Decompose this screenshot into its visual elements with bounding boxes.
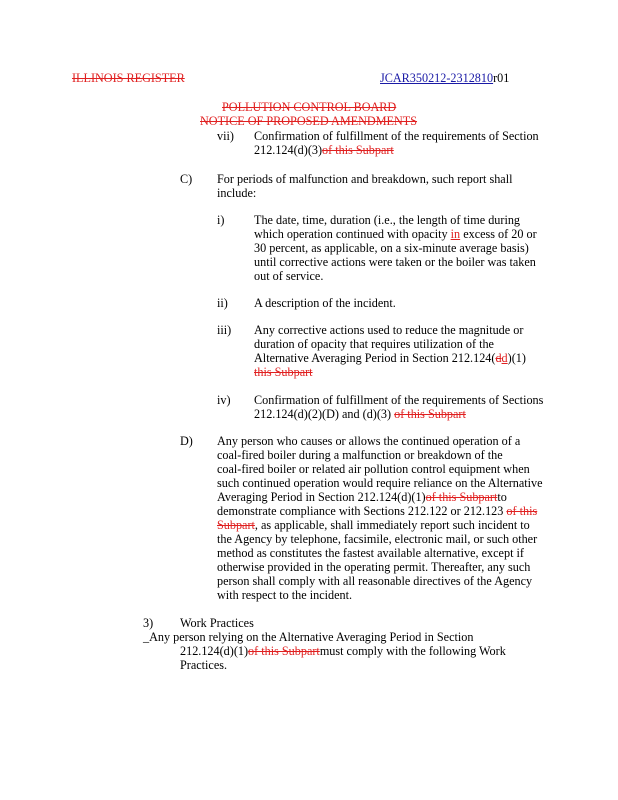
iii-line3-deleted: d [495, 351, 502, 365]
iv-line2 [254, 407, 466, 421]
jcar-number[interactable] [380, 71, 509, 85]
vii-line1: Confirmation of fulfillment of the requirements of Section [254, 129, 539, 143]
d-l6-a: demonstrate compliance with Sections 212.122 or 212.123 [217, 504, 504, 518]
iv-line2-a: 212.124(d)(2)(D) and (d)(3) [254, 407, 392, 421]
iii-line4-deleted: this Subpart [254, 365, 313, 379]
i-line2 [254, 227, 537, 241]
d-l7-b: , as applicable, shall immediately report such incident to [254, 518, 530, 532]
vii-deleted: of this Subpart [322, 143, 394, 157]
iv-line1: Confirmation of fulfillment of the requirements of Sections [254, 393, 544, 407]
iii-line1: Any corrective actions used to reduce the magnitude or [254, 323, 524, 337]
d-l4: such continued operation would require reliance on the Alternative [217, 476, 543, 490]
ii-line1: A description of the incident. [254, 296, 396, 310]
work-l2-a: 212.124(d)(1) [180, 644, 249, 658]
i-line2-inserted: in [450, 227, 461, 241]
iii-line2-b: that requires utilization of the [349, 337, 494, 351]
d-l10: otherwise provided in the operating permit. Thereafter, any such [217, 560, 531, 574]
work-label: 3) [143, 616, 154, 630]
work-l1 [143, 630, 473, 644]
d-l12: with respect to the incident. [217, 588, 353, 602]
i-line2-c: excess of 20 or [463, 227, 537, 241]
i-line2-a: which operation continued with opacity [254, 227, 448, 241]
c-label: C) [180, 172, 193, 186]
d-l6-deleted: of this [506, 504, 538, 518]
notice-title: NOTICE OF PROPOSED AMENDMENTS [200, 114, 418, 128]
work-l3: Practices. [180, 658, 228, 672]
iii-line3-inserted: d [501, 351, 508, 365]
d-l5 [217, 490, 507, 504]
d-l1: Any person who causes or allows the continued operation of a [217, 434, 521, 448]
i-line3: 30 percent, as applicable, on a six-minute average basis) [254, 241, 529, 255]
i-line5: out of service. [254, 269, 324, 283]
jcar-suffix: r01 [493, 71, 510, 85]
iii-line3-a: Alternative Averaging Period in Section 212.124( [254, 351, 496, 365]
d-l3: coal-fired boiler or related air pollution control equipment when [217, 462, 530, 476]
vii-line2 [254, 143, 394, 157]
i-label: i) [217, 213, 225, 227]
vii-label: vii) [217, 129, 234, 143]
i-line1: The date, time, duration (i.e., the length of time during [254, 213, 521, 227]
d-l6 [217, 504, 537, 518]
d-l5-a: Averaging Period in Section 212.124(d)(1) [217, 490, 426, 504]
work-l2-deleted: of this Subpart [248, 644, 320, 658]
vii-section-ref: 212.124(d)(3) [254, 143, 323, 157]
iii-line2-a: duration of opacity [254, 337, 347, 351]
board-name: POLLUTION CONTROL BOARD [222, 100, 397, 114]
work-title: Work Practices [180, 616, 254, 630]
d-l8: the Agency by telephone, facsimile, electronic mail, or such other [217, 532, 538, 546]
jcar-main[interactable]: JCAR350212-2312810 [380, 71, 494, 85]
iv-line2-deleted: of this Subpart [394, 407, 466, 421]
d-l11: person shall comply with all reasonable directives of the Agency [217, 574, 533, 588]
c-line1: For periods of malfunction and breakdown, such report shall [217, 172, 513, 186]
work-l2-c: must comply with the following Work [319, 644, 506, 658]
i-line4: until corrective actions were taken or the boiler was taken [254, 255, 536, 269]
work-l1-text: Any person relying on the Alternative Averaging Period in Section [149, 630, 474, 644]
d-l7-deleted: Subpart [217, 518, 255, 532]
ii-label: ii) [217, 296, 228, 310]
iii-label: iii) [217, 323, 232, 337]
work-l2 [180, 644, 506, 658]
work-insert-mark: _ [143, 630, 150, 644]
register-title: ILLINOIS REGISTER [72, 71, 185, 85]
d-l5-deleted: of this Subpart [425, 490, 498, 504]
d-l2: coal-fired boiler during a malfunction or breakdown of the [217, 448, 503, 462]
iv-label: iv) [217, 393, 231, 407]
d-label: D) [180, 434, 193, 448]
d-l9: method as constitutes the fastest available alternative, except if [217, 546, 524, 560]
iii-line3 [254, 351, 526, 365]
iii-line2 [254, 337, 494, 351]
iii-line3-d: )(1) [507, 351, 526, 365]
d-l7 [217, 518, 530, 532]
c-line2: include: [217, 186, 257, 200]
d-l5-c: to [497, 490, 507, 504]
